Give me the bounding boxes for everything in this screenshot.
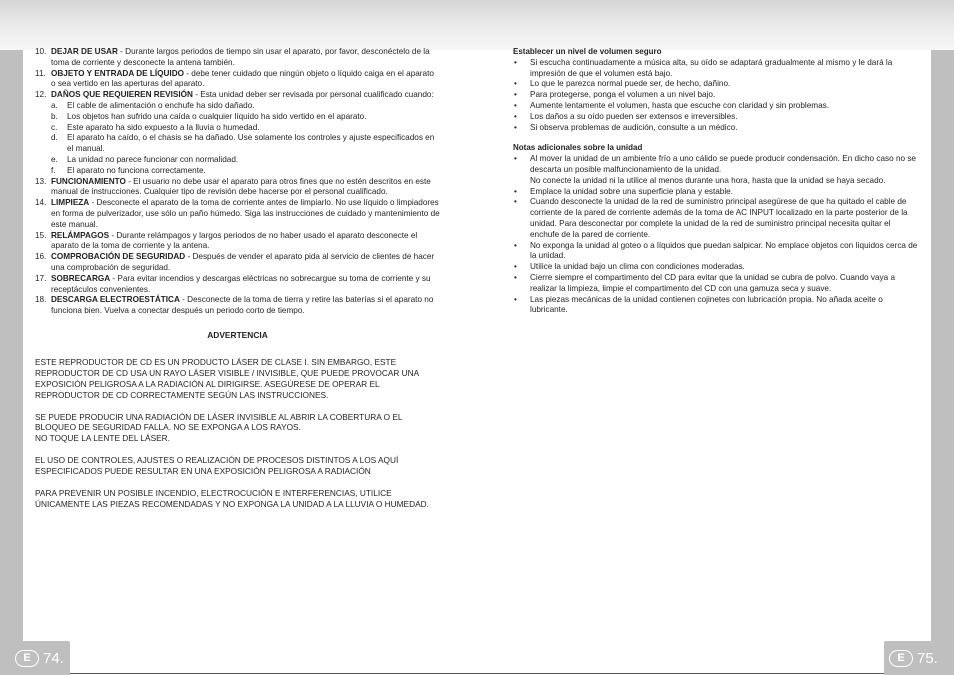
bullet-text: Aumente lentamente el volumen, hasta que escuche con claridad y sin problemas.	[530, 100, 830, 110]
list-item	[513, 112, 918, 123]
item-number: 10.	[35, 47, 47, 56]
list-item	[35, 231, 440, 253]
item-text: - Desconecte el aparato de la toma de corriente antes de limpiarlo. No use líquido o limpiadores en forma de pulverizador, use sólo un paño húmedo. Siga las instrucciones de cuidado y mantenimiento de este manual.	[51, 198, 440, 229]
list-item	[513, 273, 918, 295]
warning-title: ADVERTENCIA	[207, 329, 268, 340]
section-title-notes: Notas adicionales sobre la unidad	[513, 143, 643, 153]
item-number: 16.	[35, 252, 47, 262]
item-text: - Esta unidad deber ser revisada por personal cualificado cuando:	[192, 90, 434, 100]
bullet-text: Lo que le parezca normal puede ser, de hecho, dañino.	[530, 79, 731, 89]
sub-item	[35, 101, 440, 112]
bullet-text: Para protegerse, ponga el volumen a un nivel bajo.	[530, 90, 716, 100]
item-keyword: LIMPIEZA	[51, 198, 90, 208]
sub-item-text: Este aparato ha sido expuesto a la lluvia o humedad.	[67, 122, 260, 132]
item-text: - Durante largos periodos de tiempo sin usar el aparato, por favor, desconéctelo de la toma de corriente y desconecte la antena también.	[51, 47, 430, 67]
item-keyword: DAÑOS QUE REQUIEREN REVISIÓN	[51, 90, 193, 100]
warning-paragraph: NO TOQUE LA LENTE DEL LÁSER.	[35, 433, 170, 444]
bullet-text: Al mover la unidad de un ambiente frío a uno cálido se puede producir condensación. En dicho caso no se descarta un posible malfuncionamiento de la unidad.	[530, 154, 916, 174]
sub-item	[35, 155, 440, 166]
item-keyword: SOBRECARGA	[51, 273, 111, 283]
safety-list	[35, 47, 440, 317]
list-item	[513, 197, 918, 240]
bullet-icon: •	[514, 154, 517, 164]
item-text: - El usuario no debe usar el aparato para otros fines que no estén descritos en este manual de instrucciones. Cualquier tipo de revisión debe hacerse por el personal cualificado.	[51, 176, 431, 197]
item-keyword: OBJETO Y ENTRADA DE LÍQUIDO	[51, 68, 184, 78]
warning-paragraph: PARA PREVENIR UN POSIBLE INCENDIO, ELECTROCUCIÓN E INTERFERENCIAS, UTILICE ÚNICAMENTE LAS PIEZAS RECOMENDADAS Y NO EXPONGA LA UNIDAD A LA LLUVIA O HUMEDAD.	[35, 488, 429, 509]
sub-item	[35, 123, 440, 134]
item-text: - Desconecte de la toma de tierra y retire las baterías si el aparato no funciona bien. Vuelva a conectar después un periodo corto de tiempo.	[51, 295, 434, 316]
sub-item-letter: d.	[51, 133, 58, 143]
language-badge-e: E	[15, 650, 39, 667]
sub-item-text: El aparato no funciona correctamente.	[67, 165, 206, 175]
list-item	[35, 198, 440, 230]
warning-paragraph: SE PUEDE PRODUCIR UNA RADIACIÓN DE LÁSER INVISIBLE AL ABRIR LA COBERTURA O EL BLOQUEO DE SEGURIDAD FALLA. NO SE EXPONGA A LOS RAYOS.	[35, 411, 403, 433]
list-item	[513, 241, 918, 263]
bullet-icon: •	[514, 197, 517, 207]
sub-item-text: Los objetos han sufrido una caída o cualquier líquido ha sido vertido en el aparato.	[67, 111, 367, 121]
list-item	[35, 90, 440, 101]
bullet-icon: •	[514, 57, 517, 67]
bullet-icon: •	[514, 79, 517, 89]
item-number: 15.	[35, 230, 47, 240]
list-item	[35, 69, 440, 91]
item-keyword: COMPROBACIÓN DE SEGURIDAD	[51, 252, 186, 262]
bullet-icon: •	[514, 240, 517, 250]
bullet-text: Cuando desconecte la unidad de la red de suministro principal asegúrese de que ha quitado el cable de corriente de la pared de corriente además de la toma de AC INPUT localizado en la parte posterior de la unidad. Para desconectar por complete la unidad de la red de suministro principal necesita quitar el enchufe de la pared de corriente.	[530, 197, 908, 239]
list-item	[513, 154, 918, 186]
item-number: 18.	[35, 295, 47, 305]
bullet-text: Cierre siempre el compartimento del CD para evitar que la unidad se cubra de polvo. Cuando vaya a realizar la limpieza, limpie el compartimento del CD con una gamuza seca y suave.	[530, 272, 895, 293]
list-item	[513, 101, 918, 112]
item-keyword: DEJAR DE USAR	[51, 47, 118, 56]
list-item	[513, 79, 918, 90]
list-item	[35, 274, 440, 296]
list-item	[513, 187, 918, 198]
list-item	[513, 58, 918, 80]
bullet-text: No exponga la unidad al goteo o a líquidos que puedan salpicar. No emplace objetos con líquidos cerca de la unidad.	[530, 240, 918, 261]
item-number: 11.	[35, 68, 46, 78]
bullet-icon: •	[514, 122, 517, 132]
bullet-text: Si observa problemas de audición, consulte a un médico.	[530, 122, 738, 132]
item-number: 12.	[35, 90, 47, 100]
section-title-volume: Establecer un nivel de volumen seguro	[513, 47, 662, 56]
header-band	[0, 0, 954, 50]
list-item	[513, 90, 918, 101]
bullet-icon: •	[514, 111, 517, 121]
section-gap	[513, 133, 918, 143]
bullet-icon: •	[514, 262, 517, 272]
bullet-text: Emplace la unidad sobre una superficie plana y estable.	[530, 186, 733, 196]
bullet-extra-text: No conecte la unidad ni la utilice al menos durante una hora, hasta que la unidad se haya secado.	[530, 175, 886, 185]
left-page-column	[35, 47, 440, 521]
language-badge-e: E	[889, 650, 913, 667]
bullet-icon: •	[514, 90, 517, 100]
item-keyword: RELÁMPAGOS	[51, 230, 110, 240]
footer-rule	[70, 673, 884, 674]
sub-item-letter: c.	[51, 122, 58, 132]
item-text: - debe tener cuidado que ningún objeto o líquido caiga en el aparato o sea vertido en las aperturas del aparato.	[51, 68, 434, 89]
warning-paragraph: EL USO DE CONTROLES, AJUSTES O REALIZACIÓN DE PROCESOS DISTINTOS A LOS AQUÍ ESPECIFICADOS PUEDE RESULTAR EN UNA EXPOSICIÓN PELIGROSA A RADIACIÓN	[35, 455, 399, 477]
item-text: - Después de vender el aparato pida al servicio de clientes de hacer una comprobación de seguridad.	[51, 252, 435, 272]
sub-item	[35, 112, 440, 123]
list-item	[513, 123, 918, 134]
list-item	[35, 177, 440, 199]
item-number: 17.	[35, 273, 47, 283]
page-number: 75.	[917, 649, 938, 667]
bullet-text: Los daños a su oído pueden ser extensos e irreversibles.	[530, 111, 738, 121]
left-side-bar	[0, 50, 23, 675]
sub-item-text: El aparato ha caído, o el chasis se ha dañado. Use solamente los controles y ajuste especificados en el manual.	[67, 133, 435, 154]
item-text: - Durante relámpagos y largos periodos de no haber usado el aparato desconecte el aparato de la toma de corriente y la antena.	[51, 230, 418, 251]
item-number: 14.	[35, 198, 47, 208]
item-text: - Para evitar incendios y descargas eléctricas no sobrecargue su toma de corriente y su receptáculos convenientes.	[51, 273, 431, 294]
right-side-bar	[931, 50, 954, 675]
sub-item-text: La unidad no parece funcionar con normalidad.	[67, 154, 239, 164]
sub-item-letter: f.	[51, 165, 56, 175]
sub-item-letter: e.	[51, 154, 58, 164]
page-number-tab-left	[0, 641, 70, 675]
list-item	[35, 47, 440, 69]
bullet-icon: •	[514, 100, 517, 110]
page-number-tab-right	[884, 641, 954, 675]
bullet-text: Las piezas mecánicas de la unidad contienen cojinetes con lubricación propia. No añada aceite o lubricante.	[530, 294, 883, 315]
sub-item-letter: b.	[51, 111, 58, 121]
item-keyword: DESCARGA ELECTROESTÁTICA	[51, 295, 180, 305]
bullet-icon: •	[514, 186, 517, 196]
list-item	[35, 252, 440, 274]
list-item	[513, 262, 918, 273]
bullet-icon: •	[514, 272, 517, 282]
warning-paragraph: ESTE REPRODUCTOR DE CD ES UN PRODUCTO LÁSER DE CLASE I. SIN EMBARGO, ESTE REPRODUCTOR DE CD USA UN RAYO LÁSER VISIBLE / INVISIBLE, QUE PUEDE PROVOCAR UNA EXPOSICIÓN PELIGROSA A LA RADIACIÓN AL DIRIGIRSE. ASEGÚRESE DE OPERAR EL REPRODUCTOR DE CD CORRECTAMENTE SEGÚN LAS INSTRUCCIONES.	[35, 356, 419, 400]
sub-item-text: El cable de alimentación o enchufe ha sido dañado.	[67, 100, 255, 110]
page-number: 74.	[43, 649, 64, 667]
bullet-text: Utilice la unidad bajo un clima con condiciones moderadas.	[530, 262, 745, 272]
right-page-column	[513, 47, 918, 316]
sub-item	[35, 166, 440, 177]
list-item	[35, 295, 440, 317]
item-keyword: FUNCIONAMIENTO	[51, 176, 126, 186]
sub-item	[35, 133, 440, 155]
list-item	[513, 295, 918, 317]
bullet-text: Si escucha continuadamente a música alta, su oído se adaptará gradualmente al mismo y le dará la impresión de que el volumen está bajo.	[530, 57, 893, 78]
bullet-icon: •	[514, 294, 517, 304]
item-number: 13.	[35, 176, 47, 186]
sub-item-letter: a.	[51, 100, 58, 110]
